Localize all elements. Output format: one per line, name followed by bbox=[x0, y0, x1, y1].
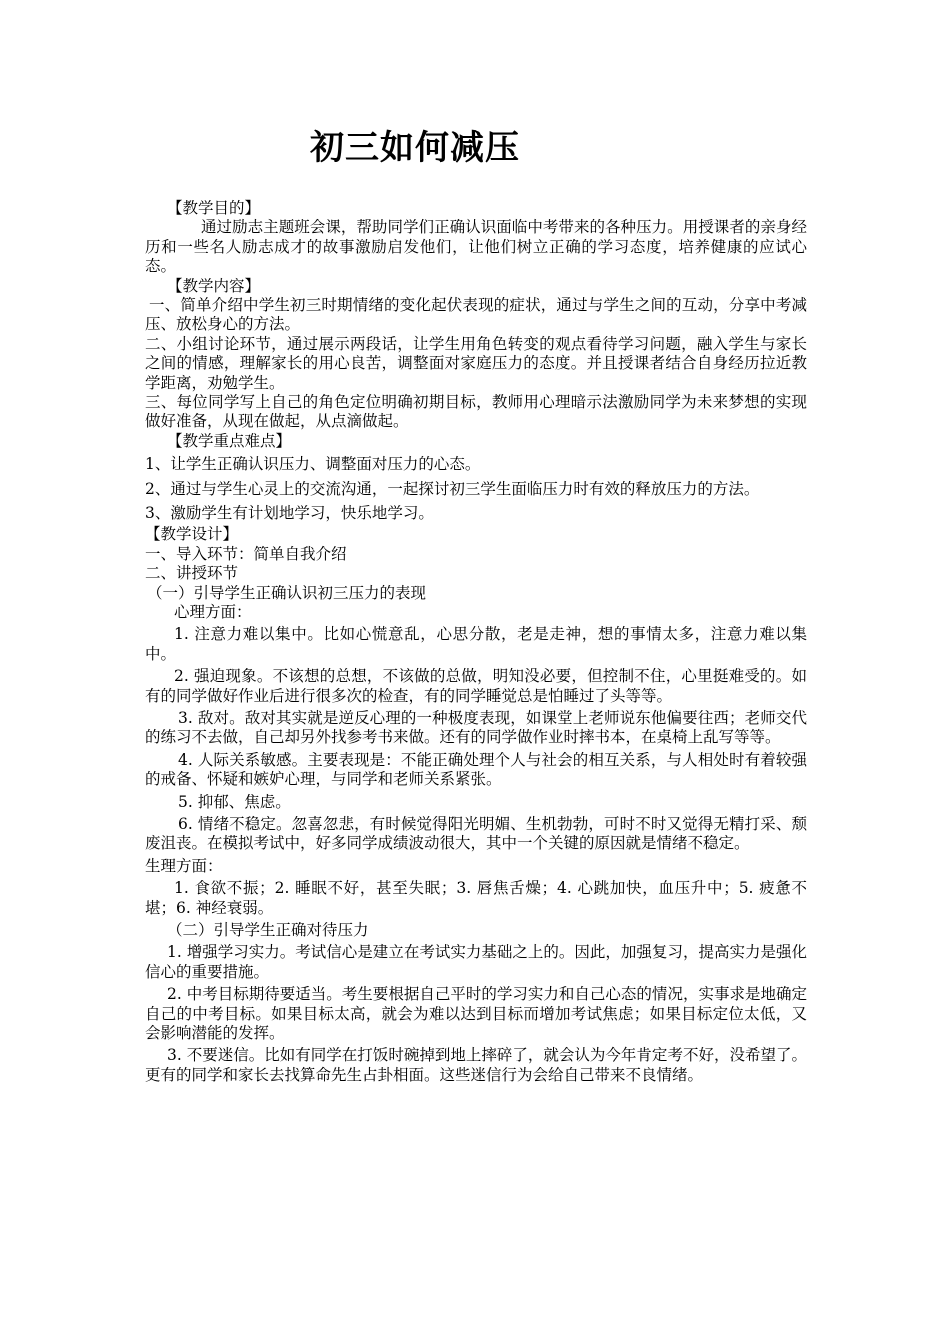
document-body bbox=[145, 199, 807, 1085]
paragraph-content-3: 三、每位同学写上自己的角色定位明确初期目标，教师用心理暗示法激励同学为未来梦想的实现做好准备，从现在做起，从点滴做起。 bbox=[145, 393, 807, 431]
key-point-1: 1、让学生正确认识压力、调整面对压力的心态。 bbox=[145, 455, 481, 474]
psychological-item-1: 1. 注意力难以集中。比如心慌意乱，心思分散，老是走神，想的事情太多，注意力难以集中。 bbox=[145, 625, 807, 663]
coping-item-2: 2. 中考目标期待要适当。考生要根据自己平时的学习实力和自己心态的情况，实事求是地确定自己的中考目标。如果目标太高，就会为难以达到目标而增加考试焦虑；如果目标定位太低，又会影响潜能的发挥。 bbox=[145, 985, 807, 1043]
key-point-3: 3、激励学生有计划地学习，快乐地学习。 bbox=[145, 504, 434, 523]
document-title: 初三如何减压 bbox=[310, 128, 520, 168]
section-heading-objectives: 【教学目的】 bbox=[167, 199, 261, 217]
coping-item-1: 1. 增强学习实力。考试信心是建立在考试实力基础之上的。因此，加强复习，提高实力是强化信心的重要措施。 bbox=[145, 943, 807, 981]
physiological-heading: 生理方面： bbox=[145, 856, 223, 875]
section-heading-content: 【教学内容】 bbox=[167, 276, 261, 295]
section-heading-key-points: 【教学重点难点】 bbox=[167, 431, 292, 450]
psychological-heading: 心理方面： bbox=[174, 602, 252, 621]
physiological-items: 1. 食欲不振；2. 睡眠不好，甚至失眠；3. 唇焦舌燥；4. 心跳加快，血压升中；5. 疲惫不堪；6. 神经衰弱。 bbox=[145, 879, 807, 917]
psychological-item-3: 3. 敌对。敌对其实就是逆反心理的一种极度表现，如课堂上老师说东他偏要往西；老师交代的练习不去做，自己却另外找参考书来做。还有的同学做作业时摔书本，在桌椅上乱写等等。 bbox=[145, 708, 807, 747]
psychological-item-5: 5. 抑郁、焦虑。 bbox=[178, 792, 291, 811]
design-step-2: 二、讲授环节 bbox=[145, 564, 239, 583]
subsection-heading-coping: （二）引导学生正确对待压力 bbox=[167, 921, 369, 939]
paragraph-content-1: 一、简单介绍中学生初三时期情绪的变化起伏表现的症状，通过与学生之间的互动，分享中考减压、放松身心的方法。 bbox=[145, 296, 807, 334]
psychological-item-2: 2. 强迫现象。不该想的总想，不该做的总做，明知没必要，但控制不住，心里挺难受的。如有的同学做好作业后进行很多次的检查，有的同学睡觉总是怕睡过了头等等。 bbox=[145, 667, 807, 705]
paragraph-content-2: 二、小组讨论环节，通过展示两段话，让学生用角色转变的观点看待学习问题，融入学生与家长之间的情感，理解家长的用心良苦，调整面对家庭压力的态度。并且授课者结合自身经历拉近教学距离，劝勉学生。 bbox=[145, 334, 807, 392]
psychological-item-4: 4. 人际关系敏感。主要表现是：不能正确处理个人与社会的相互关系，与人相处时有着较强的戒备、怀疑和嫉妒心理，与同学和老师关系紧张。 bbox=[145, 750, 807, 789]
design-step-1: 一、导入环节：简单自我介绍 bbox=[145, 544, 347, 563]
subsection-heading-symptoms: （一）引导学生正确认识初三压力的表现 bbox=[147, 583, 427, 602]
section-heading-design: 【教学设计】 bbox=[145, 525, 239, 544]
key-point-2: 2、通过与学生心灵上的交流沟通，一起探讨初三学生面临压力时有效的释放压力的方法。 bbox=[145, 480, 760, 499]
paragraph-objectives: 通过励志主题班会课，帮助同学们正确认识面临中考带来的各种压力。用授课者的亲身经历和一些名人励志成才的故事激励启发他们，让他们树立正确的学习态度，培养健康的应试心态。 bbox=[145, 218, 807, 276]
psychological-item-6: 6. 情绪不稳定。忽喜忽悲，有时候觉得阳光明媚、生机勃勃，可时不时又觉得无精打采、颓废沮丧。在模拟考试中，好多同学成绩波动很大，其中一个关键的原因就是情绪不稳定。 bbox=[145, 814, 807, 853]
coping-item-3: 3. 不要迷信。比如有同学在打饭时碗掉到地上摔碎了，就会认为今年肯定考不好，没希望了。更有的同学和家长去找算命先生占卦相面。这些迷信行为会给自己带来不良情绪。 bbox=[145, 1046, 807, 1084]
